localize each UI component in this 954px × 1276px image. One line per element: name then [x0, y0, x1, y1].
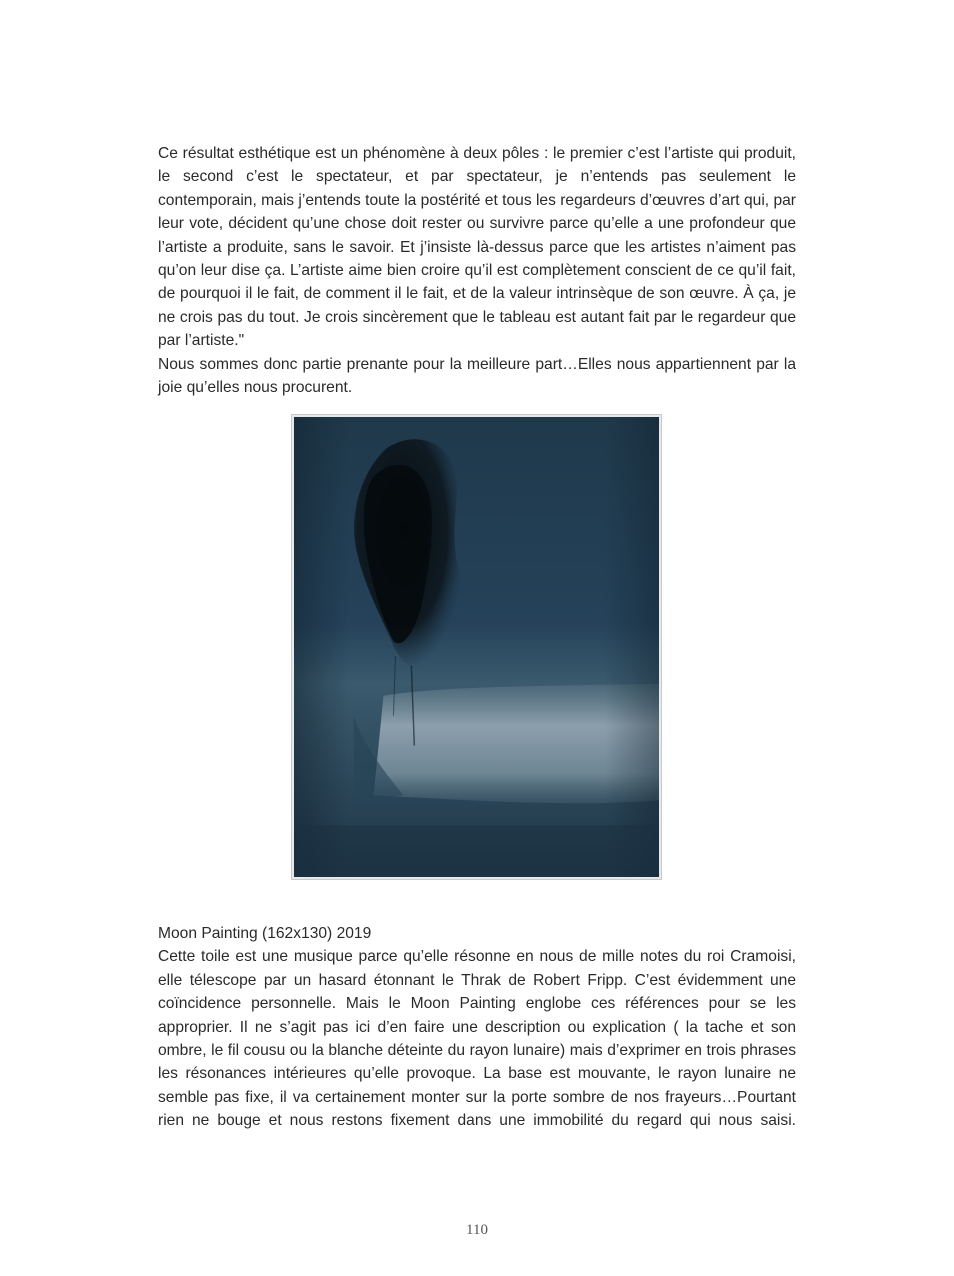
page-number: 110 [466, 1222, 488, 1238]
artwork-caption: Moon Painting (162x130) 2019 [158, 925, 372, 942]
moon-painting-image [291, 414, 662, 880]
commentary-paragraph: Nous sommes donc partie prenante pour la meilleure part…Elles nous appartiennent par la joie qu’elles nous procurent. [158, 355, 796, 397]
artwork-description-paragraph: Cette toile est une musique parce qu’elle résonne en nous de mille notes du roi Cramoisi, elle télescope par un hasard étonnant le Thrak de Robert Fripp. C’est évidemment une coïncidence personnelle. Mais le Moon Painting englobe ces références pour se les approprier. Il ne s’agit pas ici d’en faire une description ou explication ( la tache et son ombre, le fil cousu ou la blanche déteinte du rayon lunaire) mais d’exprimer en trois phrases les résonances intérieures qu’elle provoque. La base est mouvante, le rayon lunaire ne semble pas fixe, il va certainement monter sur la porte sombre de nos frayeurs…Pourtant rien ne bouge et nous restons fixement dans une immobilité du regard qui nous saisi. [158, 948, 796, 1130]
painting-illustration [294, 417, 659, 877]
quote-paragraph: Ce résultat esthétique est un phénomène à deux pôles : le premier c’est l’artiste qui produit, le second c’est le spectateur, et par spectateur, je n’entends pas seulement le contemporain, mais j’entends toute la postérité et tous les regardeurs d’œuvres d’art qui, par leur vote, décident qu’une chose doit rester ou survivre parce qu’elle a une profondeur que l’artiste a produite, sans le savoir. Et j’insiste là-dessus parce que les artistes n’aiment pas qu’on leur dise ça. L’artiste aime bien croire qu’il est complètement conscient de ce qu’il fait, de pourquoi il le fait, de comment il le fait, et de la valeur intrinsèque de son œuvre. À ça, je ne crois pas du tout. Je crois sincèrement que le tableau est autant fait par le regardeur que par l’artiste." [158, 145, 796, 350]
caption-text-block [158, 922, 796, 1133]
intro-text-block [158, 142, 796, 399]
